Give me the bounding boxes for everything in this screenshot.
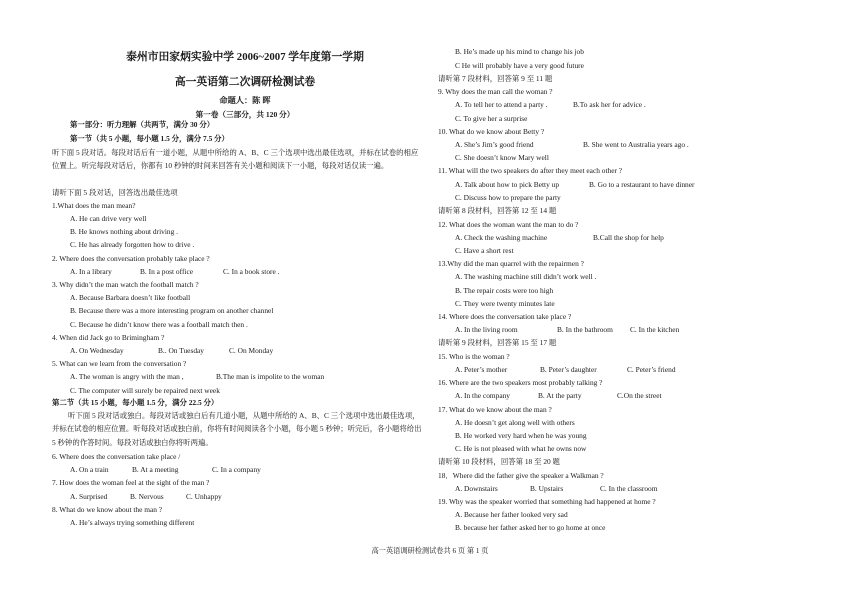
option-18a: A. Downstairs (455, 484, 498, 493)
section1-heading: 第一节（共 5 小题，每小题 1.5 分，满分 7.5 分） (70, 134, 229, 143)
question-8: 8. What do we know about the man ? (52, 505, 163, 514)
option-16a: A. In the company (455, 391, 511, 400)
option-4b: B.. On Tuesday (158, 346, 204, 355)
material-8-lead: 请听第 8 段材料，回答第 12 至 14 题 (438, 206, 557, 215)
question-13: 13.Why did the man quarrel with the repairmen ? (438, 259, 584, 268)
question-11: 11. What will the two speakers do after they meet each other ? (438, 166, 623, 175)
option-15b: B. Peter’s daughter (540, 365, 597, 374)
option-3b: B. Because there was a more interesting program on another channel (70, 306, 274, 315)
option-7b: B. Nervous (130, 492, 164, 501)
option-18c: C. In the classroom (600, 484, 658, 493)
question-12: 12. What does the woman want the man to do ? (438, 220, 579, 229)
option-17a: A. He doesn’t get along well with others (455, 418, 575, 427)
question-3: 3. Why didn’t the man watch the football match ? (52, 280, 199, 289)
question-4: 4. When did Jack go to Brimingham ? (52, 333, 165, 342)
question-15: 15. Who is the woman ? (438, 352, 510, 361)
option-19b: B. because her father asked her to go home at once (455, 523, 606, 532)
option-1c: C. He has already forgotten how to drive . (70, 240, 195, 249)
question-5: 5. What can we learn from the conversation ? (52, 359, 187, 368)
option-17b: B. He worked very hard when he was young (455, 431, 587, 440)
option-6a: A. On a train (70, 465, 109, 474)
material-7-lead: 请听第 7 段材料，回答第 9 至 11 题 (438, 74, 553, 83)
option-8c: C He will probably have a very good future (455, 61, 584, 70)
question-9: 9. Why does the man call the woman ? (438, 87, 553, 96)
option-11b: B. Go to a restaurant to have dinner (589, 180, 695, 189)
option-8a: A. He’s always trying something different (70, 518, 195, 527)
option-10a: A. She’s Jim’s good friend (455, 140, 534, 149)
option-8b: B. He’s made up his mind to change his job (455, 47, 584, 56)
option-1a: A. He can drive very well (70, 214, 147, 223)
section1-instructions: 听下面 5 段对话。每段对话后有一道小题，从题中所给的 A、B、C 三个选项中选出最佳选项，并标在试卷的相应位置上。听完每段对话后，你都有 10 秒钟的时间来回答有关小题和阅读下一小题，每段对话仅读一遍。 (52, 148, 419, 171)
option-12a: A. Check the washing machine (455, 233, 548, 242)
question-1: 1.What does the man mean? (52, 201, 136, 210)
option-18b: B. Upstairs (530, 484, 564, 493)
option-13b: B. The repair costs were too high (455, 286, 554, 295)
option-10b: B. She went to Australia years ago . (583, 140, 689, 149)
material-10-lead: 请听第 10 段材料，回答第 18 至 20 题 (438, 457, 560, 466)
option-7a: A. Surprised (70, 492, 108, 501)
option-4c: C. On Monday (229, 346, 274, 355)
option-7c: C. Unhappy (186, 492, 222, 501)
option-2b: B. In a post office (140, 267, 194, 276)
option-13c: C. They were twenty minutes late (455, 299, 555, 308)
question-2: 2. Where does the conversation probably take place ? (52, 254, 210, 263)
option-11c: C. Discuss how to prepare the party (455, 193, 561, 202)
option-12b: B.Call the shop for help (593, 233, 664, 242)
option-15a: A. Peter’s mother (455, 365, 508, 374)
question-7: 7. How does the woman feel at the sight of the man ? (52, 478, 210, 487)
option-14a: A. In the living room (455, 325, 518, 334)
page-footer: 高一英语调研检测试卷共 6 页 第 1 页 (371, 547, 489, 555)
option-3c: C. Because he didn’t know there was a football match then . (70, 320, 248, 329)
section2-instructions: 听下面 5 段对话或独白。每段对话或独白后有几道小题，从题中所给的 A、B、C 三个选项中选出最佳选项，并标在试卷的相应位置。听每段对话或独白前，你将有时间阅读各个小题，每小题 5 秒钟；听完后，各小题将给出 5 秒钟的作答时间。每段对话或独白你将听两遍。 (52, 411, 422, 447)
school-title: 泰州市田家炳实验中学 2006~2007 学年度第一学期 (126, 51, 364, 63)
option-5c: C. The computer will surely be repaired next week (70, 386, 220, 395)
option-3a: A. Because Barbara doesn’t like football (70, 293, 191, 302)
question-6: 6. Where does the conversation take place / (52, 452, 181, 461)
question-17: 17. What do we know about the man ? (438, 405, 552, 414)
option-16b: B. At the party (538, 391, 582, 400)
question-18: 18．Where did the father give the speaker a Walkman ? (438, 471, 604, 480)
option-19a: A. Because her father looked very sad (455, 510, 568, 519)
section1-lead: 请听下面 5 段对话，回答选出最佳选项 (52, 188, 178, 197)
option-4a: A. On Wednesday (70, 346, 124, 355)
option-14b: B. In the bathroom (557, 325, 613, 334)
option-16c: C.On the street (617, 391, 662, 400)
volume-line: 第一卷（三部分，共 120 分） (195, 110, 295, 119)
part1-heading: 第一部分：听力理解（共两节，满分 30 分） (70, 120, 215, 129)
option-10c: C. She doesn’t know Mary well (455, 153, 549, 162)
question-14: 14. Where does the conversation take place ? (438, 312, 572, 321)
option-13a: A. The washing machine still didn’t work well . (455, 272, 597, 281)
option-2c: C. In a book store . (223, 267, 280, 276)
section2-heading: 第二节（共 15 小题，每小题 1.5 分，满分 22.5 分） (52, 398, 219, 407)
option-9a: A. To tell her to attend a party . (455, 100, 548, 109)
option-6c: C. In a company (212, 465, 261, 474)
option-6b: B. At a meeting (132, 465, 179, 474)
option-2a: A. In a library (70, 267, 112, 276)
author-line: 命题人：陈 晖 (219, 96, 271, 105)
material-9-lead: 请听第 9 段材料，回答第 15 至 17 题 (438, 338, 557, 347)
option-15c: C. Peter’s friend (627, 365, 676, 374)
option-9b: B.To ask her for advice . (573, 100, 646, 109)
option-14c: C. In the kitchen (630, 325, 680, 334)
question-16: 16. Where are the two speakers most probably talking ? (438, 378, 603, 387)
option-17c: C. He is not pleased with what he owns now (455, 444, 587, 453)
question-19: 19. Why was the speaker worried that something had happened at home ? (438, 497, 656, 506)
option-11a: A. Talk about how to pick Betty up (455, 180, 560, 189)
option-5b: B.The man is impolite to the woman (216, 372, 325, 381)
option-12c: C. Have a short rest (455, 246, 514, 255)
option-9c: C. To give her a surprise (455, 114, 528, 123)
option-1b: B. He knows nothing about driving . (70, 227, 178, 236)
exam-title: 高一英语第二次调研检测试卷 (174, 76, 316, 88)
option-5a: A. The woman is angry with the man , (70, 372, 184, 381)
question-10: 10. What do we know about Betty ? (438, 127, 545, 136)
